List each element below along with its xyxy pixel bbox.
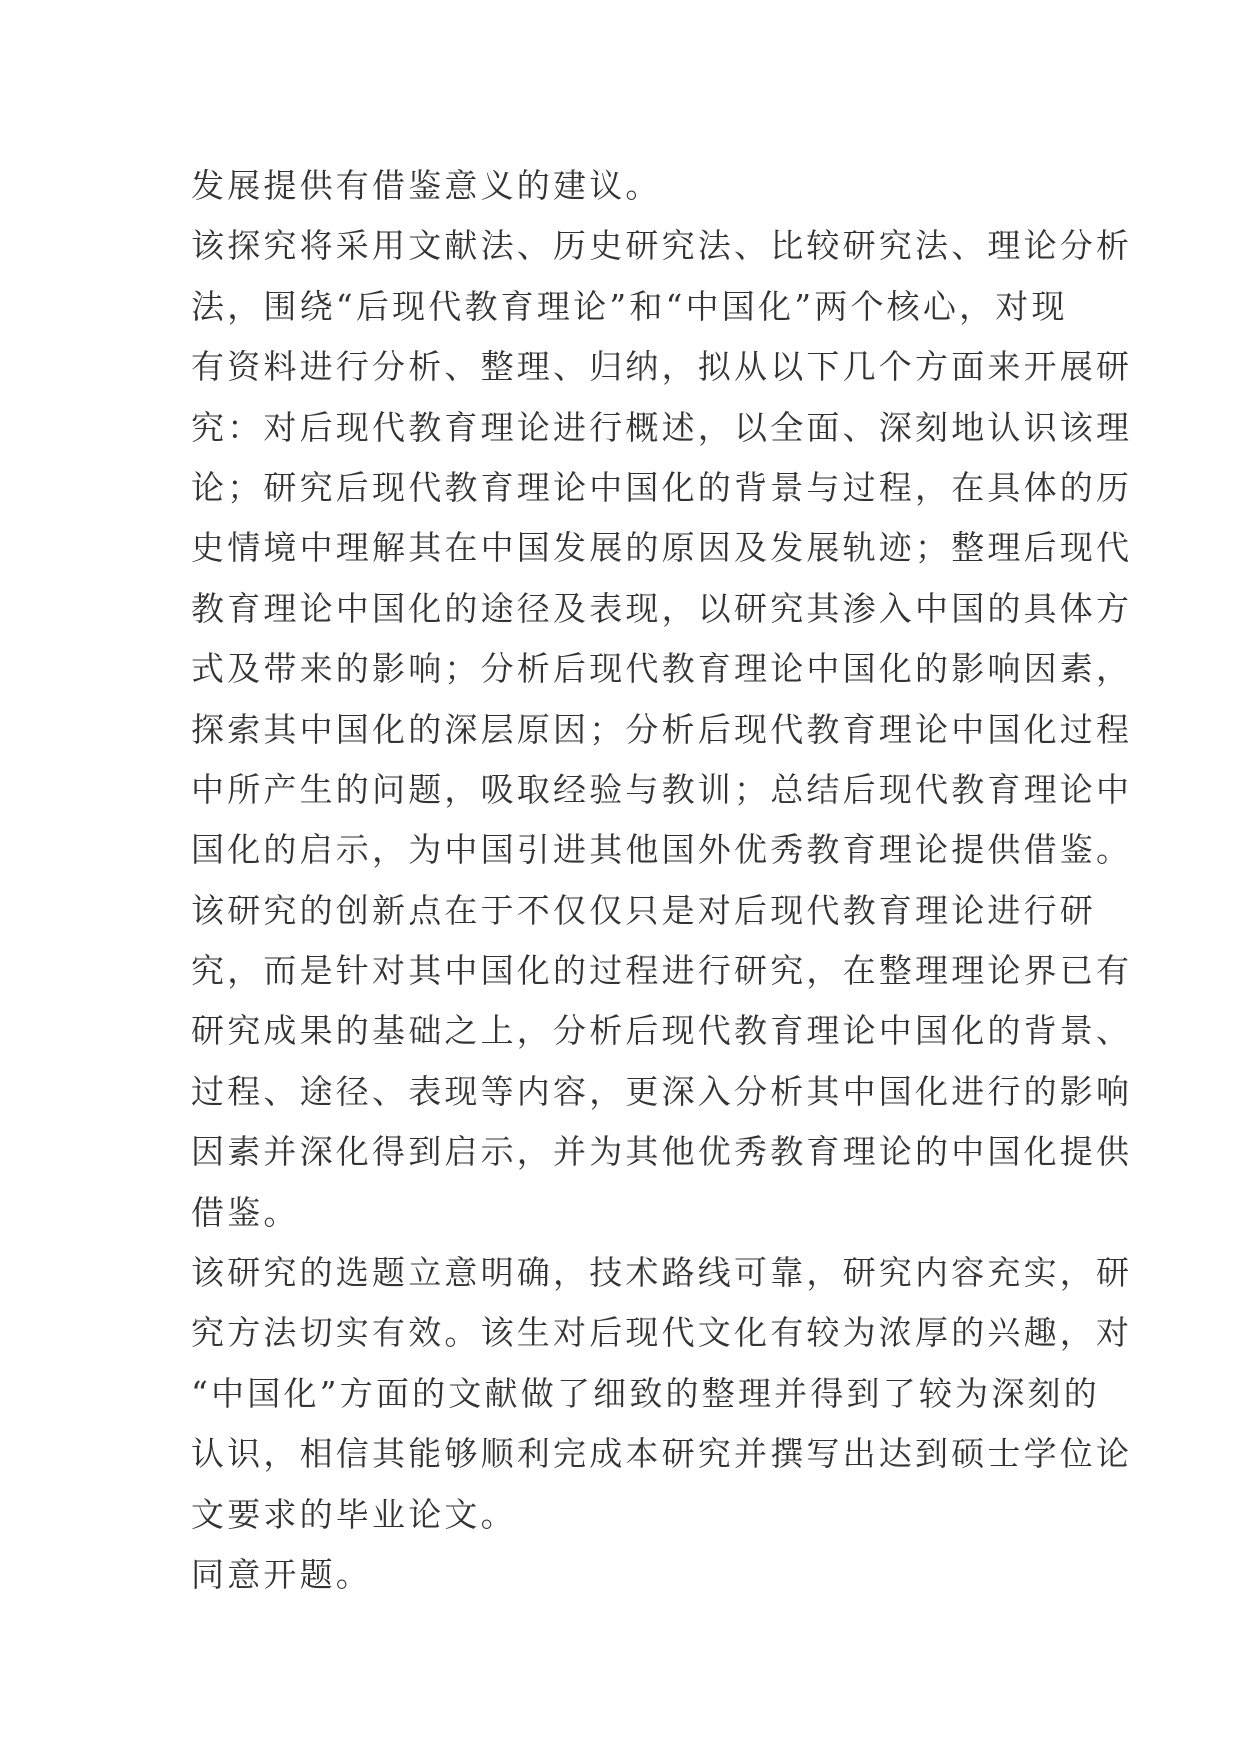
text-line: 究，而是针对其中国化的过程进行研究，在整理理论界已有 <box>191 951 1133 991</box>
text-line: 过程、途径、表现等内容，更深入分析其中国化进行的影响 <box>191 1071 1133 1111</box>
document-body <box>191 156 1133 1605</box>
text-line: 式及带来的影响；分析后现代教育理论中国化的影响因素， <box>191 649 1133 689</box>
text-line: 该研究的创新点在于不仅仅只是对后现代教育理论进行研 <box>191 890 1096 930</box>
text-line: 研究成果的基础之上，分析后现代教育理论中国化的背景、 <box>191 1011 1133 1051</box>
text-line: 探索其中国化的深层原因；分析后现代教育理论中国化过程 <box>191 709 1133 749</box>
text-line: 史情境中理解其在中国发展的原因及发展轨迹；整理后现代 <box>191 528 1133 568</box>
text-line: 中所产生的问题，吸取经验与教训；总结后现代教育理论中 <box>191 769 1133 809</box>
text-line: 究：对后现代教育理论进行概述，以全面、深刻地认识该理 <box>191 407 1133 447</box>
text-line: 该探究将采用文献法、历史研究法、比较研究法、理论分析 <box>191 226 1133 266</box>
text-line: 借鉴。 <box>191 1192 300 1232</box>
text-line: 究方法切实有效。该生对后现代文化有较为浓厚的兴趣，对 <box>191 1313 1133 1353</box>
text-line: 该研究的选题立意明确，技术路线可靠，研究内容充实，研 <box>191 1253 1133 1293</box>
text-line: 论；研究后现代教育理论中国化的背景与过程，在具体的历 <box>191 467 1133 507</box>
text-line: “中国化”方面的文献做了细致的整理并得到了较为深刻的 <box>191 1373 1100 1413</box>
text-line: 教育理论中国化的途径及表现，以研究其渗入中国的具体方 <box>191 588 1133 628</box>
text-line: 文要求的毕业论文。 <box>191 1494 517 1534</box>
text-line: 同意开题。 <box>191 1554 372 1594</box>
text-line: 认识，相信其能够顺利完成本研究并撰写出达到硕士学位论 <box>191 1434 1133 1474</box>
text-line: 法，围绕“后现代教育理论”和“中国化”两个核心，对现 <box>191 286 1068 326</box>
text-line: 国化的启示，为中国引进其他国外优秀教育理论提供借鉴。 <box>191 830 1133 870</box>
text-line: 发展提供有借鉴意义的建议。 <box>191 166 662 205</box>
text-line: 因素并深化得到启示，并为其他优秀教育理论的中国化提供 <box>191 1132 1133 1172</box>
text-line: 有资料进行分析、整理、归纳，拟从以下几个方面来开展研 <box>191 347 1133 387</box>
